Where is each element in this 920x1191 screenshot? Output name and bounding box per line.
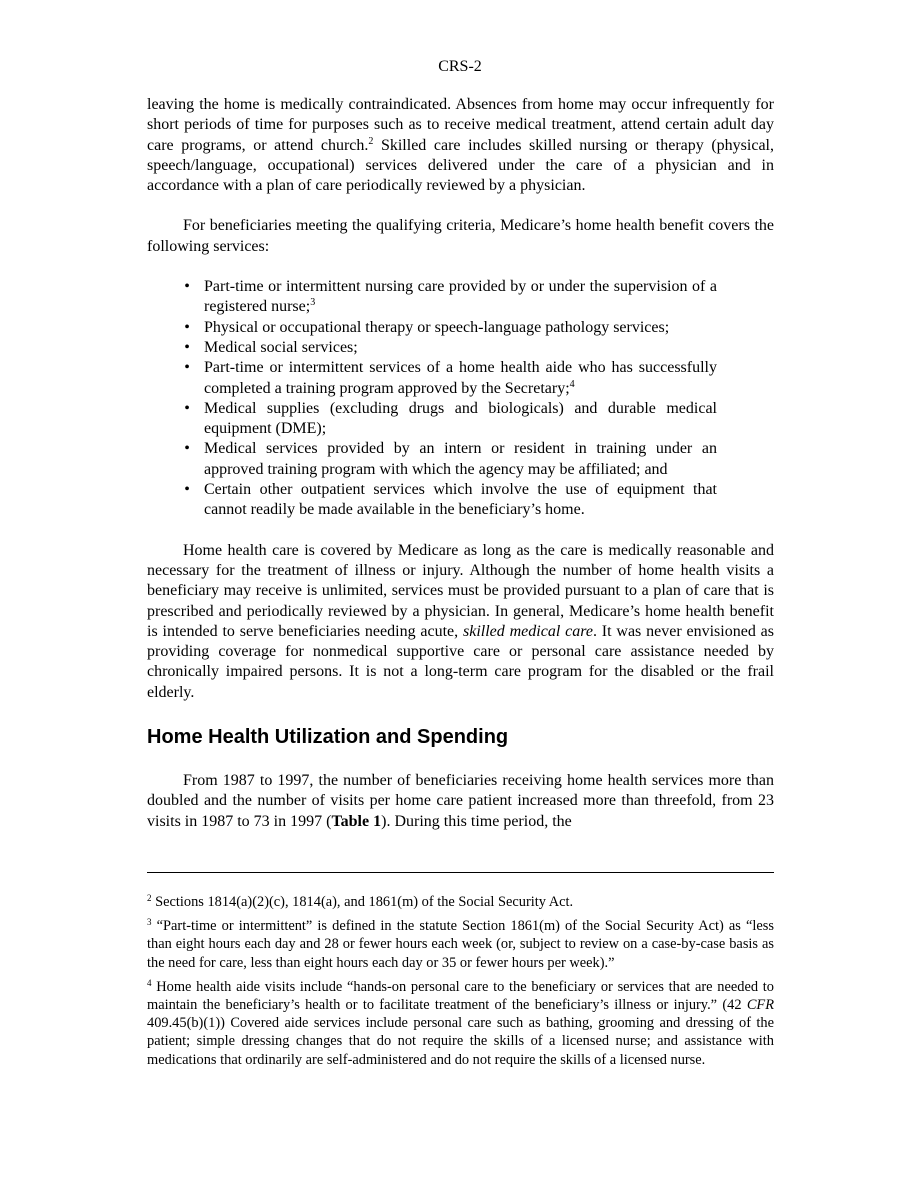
bullet-icon: •: [184, 318, 190, 336]
footnote-text: “Part-time or intermittent” is defined in the statute Section 1861(m) of the Social Security Act) as “less than eight hours each day and 28 or fewer hours each week (or, subject to review on a case-by-case basis as the need for care, less than eight hours each day or 35 or fewer hours per week).”: [147, 918, 774, 971]
paragraph-text: leaving the home is medically contraindicated. Absences from home may occur infrequently for short periods of time for purposes such as to receive medical treatment, attend certain adult day care programs, or attend church.: [147, 96, 774, 154]
paragraph-text: . It was never envisioned as providing coverage for nonmedical supportive care or personal care assistance needed by chronically impaired persons. It is not a long-term care program for the disabled or the frail elderly.: [147, 622, 774, 701]
footnote-ref[interactable]: 4: [569, 378, 575, 390]
list-item: [184, 480, 717, 521]
footnote-number: 2: [147, 893, 152, 903]
footnote-2: [147, 893, 774, 911]
citation-emphasis: CFR: [746, 997, 774, 1014]
paragraph-utilization: [147, 771, 774, 832]
paragraph-services-intro: For beneficiaries meeting the qualifying criteria, Medicare’s home health benefit covers the following services:: [147, 217, 774, 255]
bullet-icon: •: [184, 440, 190, 458]
bullet-icon: •: [184, 481, 190, 499]
document-body: [147, 95, 774, 832]
list-item-text: Medical services provided by an intern or resident in training under an approved training program with which the agency may be affiliated; and: [204, 440, 717, 478]
bullet-icon: •: [184, 338, 190, 356]
list-item: [184, 338, 717, 358]
paragraph-text: Home health care is covered by Medicare as long as the care is medically reasonable and necessary for the treatment of illness or injury. Although the number of home health visits a beneficiary may receive is unlimited, services must be provided pursuant to a plan of care that is prescribed and periodically reviewed by a physician. In general, Medicare’s home health benefit is intended to serve beneficiaries needing acute,: [147, 541, 774, 640]
section-heading: Home Health Utilization and Spending: [147, 726, 509, 749]
footnote-number: 4: [147, 977, 152, 988]
list-item: [184, 399, 717, 440]
footnote-text: Sections 1814(a)(2)(c), 1814(a), and 1861(m) of the Social Security Act.: [155, 894, 574, 910]
page-header: [0, 57, 920, 77]
list-item: [184, 439, 717, 480]
bullet-icon: •: [184, 359, 190, 377]
table-reference[interactable]: Table 1: [331, 812, 382, 830]
paragraph-text: From 1987 to 1997, the number of beneficiaries receiving home health services more than doubled and the number of visits per home care patient increased more than threefold, from 23 visits in 1987 to 73 in 1997 (: [147, 772, 774, 830]
footnote-divider: [147, 872, 774, 873]
list-item-text: Part-time or intermittent nursing care provided by or under the supervision of a registered nurse;: [204, 278, 717, 316]
emphasis-text: skilled medical care: [463, 622, 593, 640]
footnote-3: [147, 917, 774, 972]
paragraph-homebound: [147, 95, 774, 196]
list-item-text: Medical social services;: [204, 338, 358, 356]
paragraph-text: Skilled care includes skilled nursing or therapy (physical, speech/language, occupational) services delivered under the care of a physician and in accordance with a plan of care periodically reviewed by a physician.: [147, 136, 774, 195]
footnote-4: [147, 978, 774, 1069]
list-item: [184, 277, 717, 318]
footnote-ref[interactable]: 2: [368, 135, 374, 147]
footnote-number: 3: [147, 917, 152, 928]
list-item-text: Medical supplies (excluding drugs and biologicals) and durable medical equipment (DME);: [204, 399, 717, 438]
page-label: CRS-2: [438, 58, 482, 75]
list-item: [184, 318, 717, 338]
footnote-text: 409.45(b)(1)) Covered aide services include personal care such as bathing, grooming and dressing of the patient; simple dressing changes that do not require the skills of a licensed nurse; and assistance with medications that ordinarily are self-administered and do not require the skills of a licensed nurse.: [147, 1015, 774, 1068]
paragraph-text: ). During this time period, the: [381, 812, 572, 830]
footnote-ref[interactable]: 3: [310, 297, 316, 309]
bullet-icon: •: [184, 278, 190, 296]
list-item: [184, 358, 717, 399]
footnote-text: Home health aide visits include “hands-on personal care to the beneficiary or services that are needed to maintain the beneficiary’s health or to facilitate treatment of the beneficiary’s illness or injury.” (42: [147, 978, 774, 1014]
footnotes: [147, 893, 774, 1069]
list-item-text: Certain other outpatient services which involve the use of equipment that cannot readily be made available in the beneficiary’s home.: [204, 481, 717, 519]
paragraph-coverage: [147, 541, 774, 703]
services-list: [147, 277, 717, 521]
list-item-text: Part-time or intermittent services of a home health aide who has successfully completed a training program approved by the Secretary;: [204, 359, 717, 397]
list-item-text: Physical or occupational therapy or speech-language pathology services;: [204, 318, 670, 336]
bullet-icon: •: [184, 399, 190, 417]
